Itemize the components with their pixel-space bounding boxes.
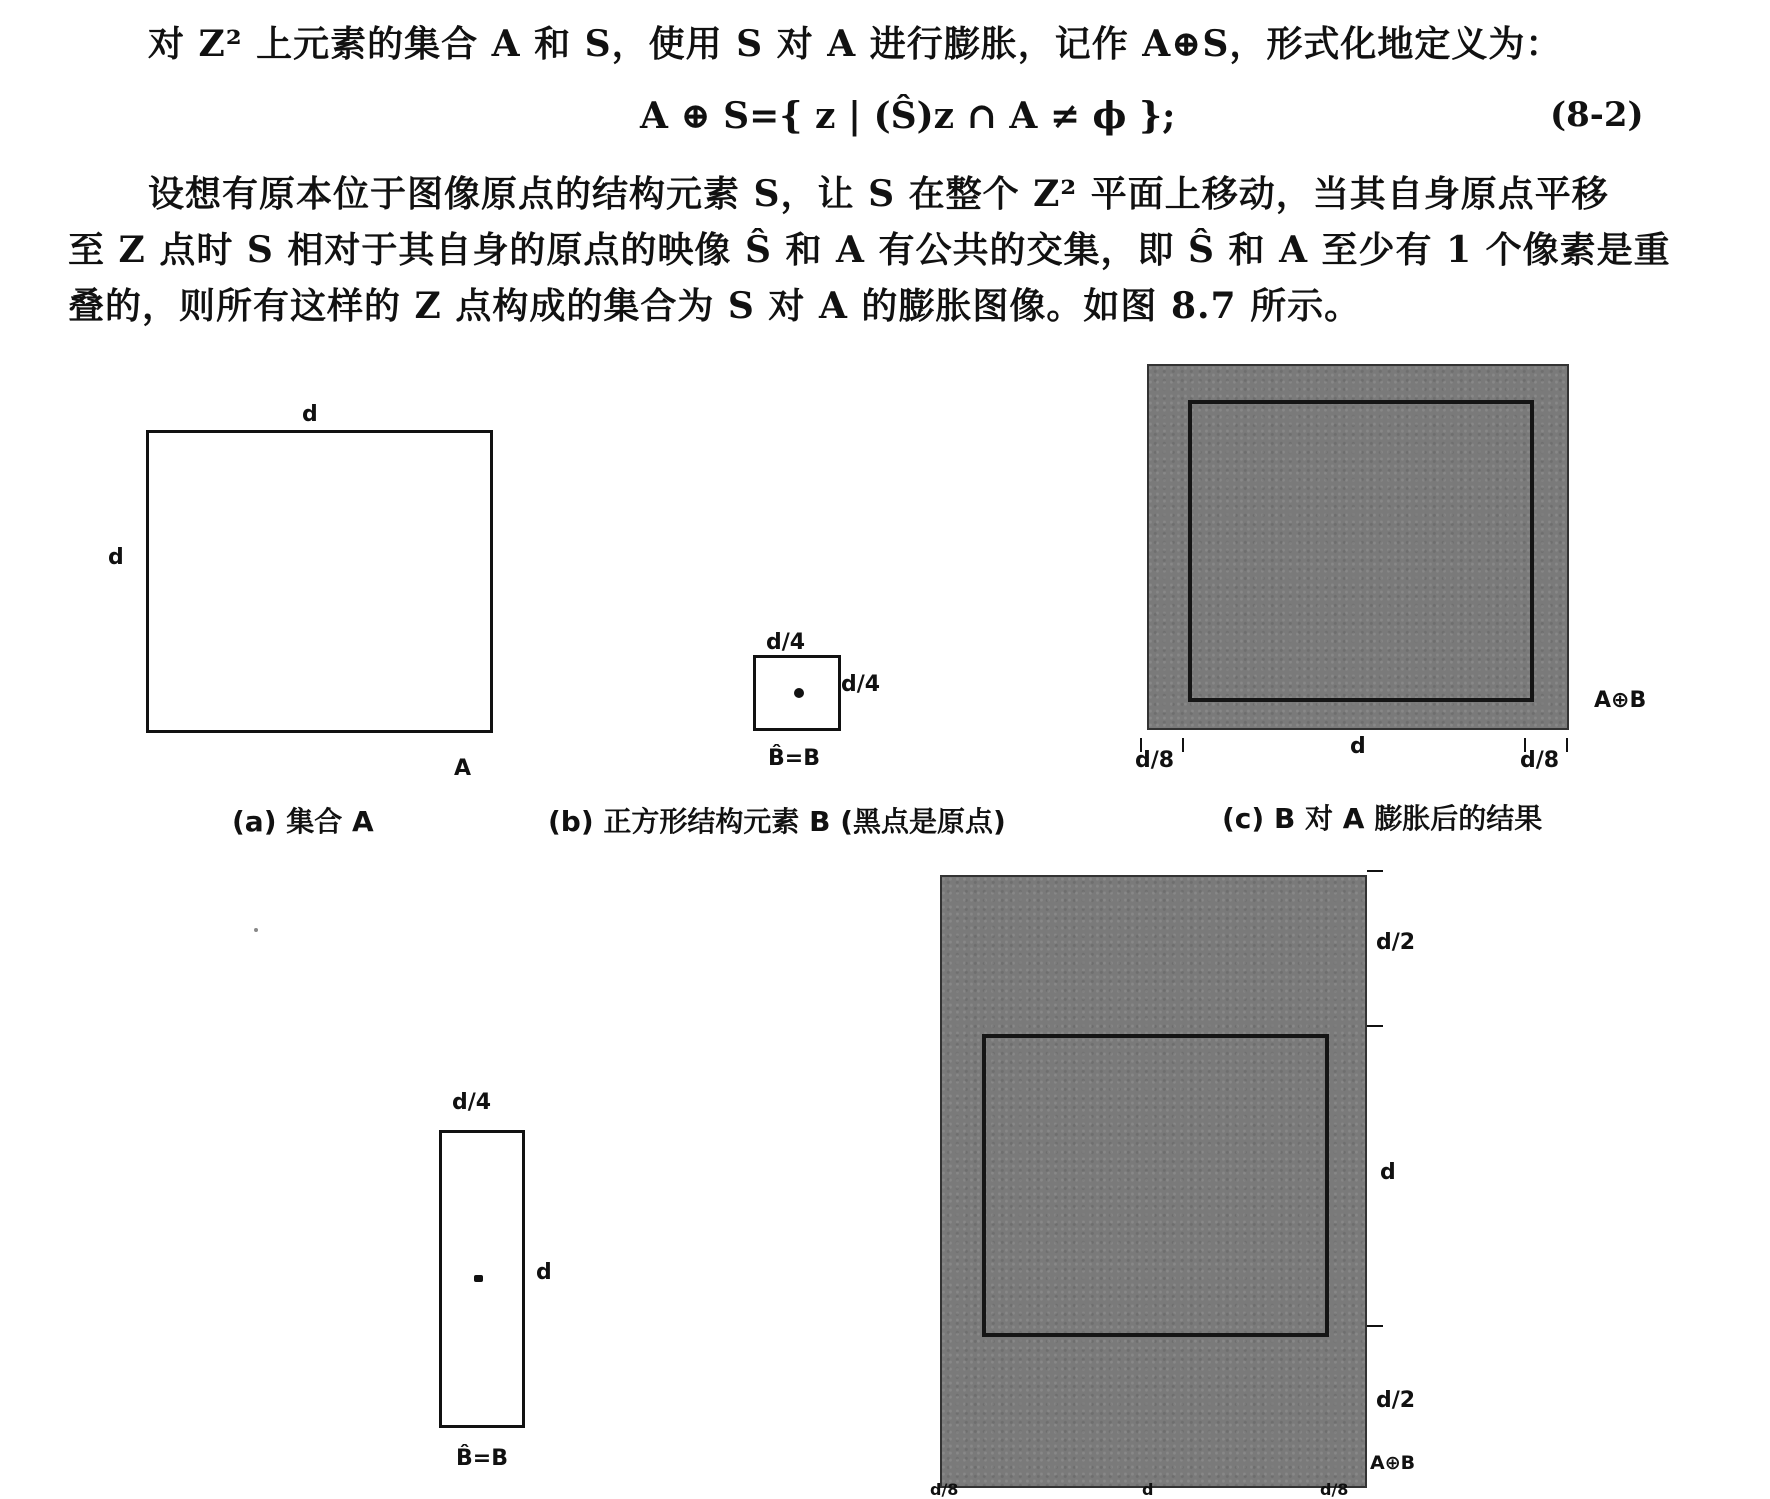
figure-c-left-tick-2 xyxy=(1182,738,1184,752)
figure-e-bottom-right-small-label: d/8 xyxy=(1320,1480,1349,1499)
figure-e-original-set-outline xyxy=(982,1034,1329,1337)
figure-e-bottom-left-label: d/8 xyxy=(930,1480,959,1499)
figure-d-right-tick xyxy=(522,1265,525,1289)
figure-c-original-set-outline xyxy=(1188,400,1534,702)
figure-b-caption: (b) 正方形结构元素 B (黑点是原点) xyxy=(548,805,1006,838)
figure-e-bottom-right-label: d/2 xyxy=(1376,1388,1416,1413)
paragraph-1-line-1: 对 Z² 上元素的集合 A 和 S，使用 S 对 A 进行膨胀，记作 A⊕S，形式化地定义为： xyxy=(148,23,1563,65)
figure-c-corner-label: A⊕B xyxy=(1594,688,1647,713)
figure-a-caption: (a) 集合 A xyxy=(232,805,374,838)
figure-a-top-label: d xyxy=(302,402,318,427)
figure-c-right-label: d/8 xyxy=(1520,748,1560,773)
figure-e-top-right-label: d/2 xyxy=(1376,930,1416,955)
speck xyxy=(254,928,258,932)
paragraph-2-line-2: 至 Z 点时 S 相对于其自身的原点的映像 Ŝ 和 A 有公共的交集，即 Ŝ 和 A 至少有 1 个像素是重 xyxy=(68,229,1671,271)
figure-a-left-label: d xyxy=(108,545,124,570)
figure-d-bottom-label: B̂=B xyxy=(456,1446,508,1471)
figure-e-tick-upper xyxy=(1367,1025,1383,1027)
figure-e-middle-right-label: d xyxy=(1380,1160,1396,1185)
paragraph-2-line-3: 叠的，则所有这样的 Z 点构成的集合为 S 对 A 的膨胀图像。如图 8.7 所示。 xyxy=(68,285,1362,327)
figure-c-right-tick-2 xyxy=(1566,738,1568,752)
figure-d-top-label: d/4 xyxy=(452,1090,492,1115)
figure-a-corner-label: A xyxy=(454,756,472,781)
figure-b-origin-dot xyxy=(794,688,804,698)
figure-e-tick-top xyxy=(1367,870,1383,872)
figure-c-caption: (c) B 对 A 膨胀后的结果 xyxy=(1222,802,1543,835)
figure-b-top-label: d/4 xyxy=(766,630,806,655)
figure-d-origin-dot xyxy=(474,1275,483,1282)
formula-8-2: A ⊕ S={ z | (Ŝ)z ∩ A ≠ ϕ }; xyxy=(640,95,1176,137)
figure-e-corner-label: A⊕B xyxy=(1370,1452,1416,1474)
figure-a-square-A xyxy=(146,430,493,733)
figure-e-bottom-mid-label: d xyxy=(1142,1480,1154,1499)
figure-b-bottom-label: B̂=B xyxy=(768,746,820,771)
figure-c-middle-label: d xyxy=(1350,734,1366,759)
equation-number: (8-2) xyxy=(1550,95,1644,135)
paragraph-2-line-1: 设想有原本位于图像原点的结构元素 S，让 S 在整个 Z² 平面上移动，当其自身原点平移 xyxy=(148,173,1609,215)
figure-c-left-label: d/8 xyxy=(1135,748,1175,773)
figure-d-right-label: d xyxy=(536,1260,552,1285)
figure-b-right-label: d/4 xyxy=(841,672,881,697)
figure-e-tick-lower xyxy=(1367,1325,1383,1327)
